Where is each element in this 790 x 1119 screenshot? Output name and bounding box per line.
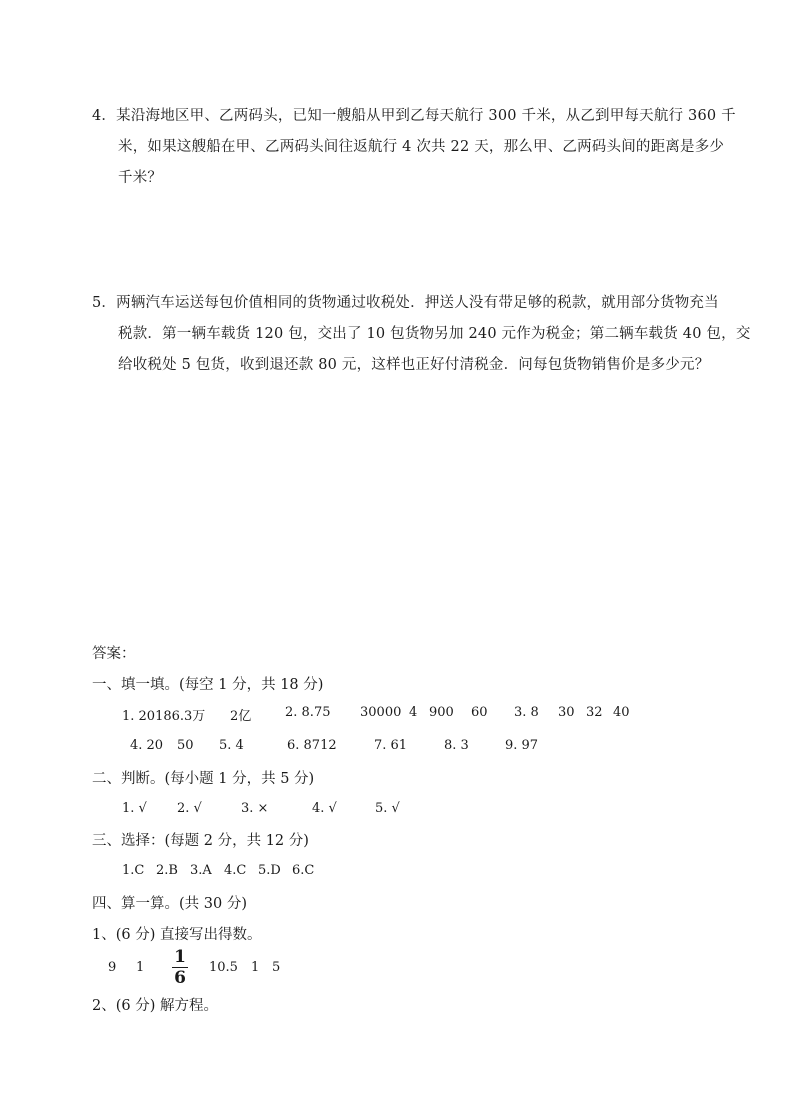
section3-heading: 三、选择：(每题 2 分，共 12 分) [92,833,309,849]
section1-heading: 一、填一填。(每空 1 分，共 18 分) [92,677,324,693]
answer-item: 8. 3 [444,738,469,753]
answer-item: 6.C [292,863,315,878]
answer-item: 1.C [122,863,145,878]
answer-item: 9 [108,960,117,975]
q4-line-1: 4．某沿海地区甲、乙两码头，已知一艘船从甲到乙每天航行 300 千米，从乙到甲每天航行 360 千 [92,108,736,124]
answer-item: 4 [409,705,418,720]
answer-item: 30 [558,705,575,720]
answer-item: 60 [471,705,488,720]
answer-item: 1. √ [122,801,147,816]
answer-item: 7. 61 [374,738,408,753]
answer-item: 6. 8712 [287,738,337,753]
answer-item: 5 [272,960,281,975]
answer-item: 3. × [241,801,269,816]
answer-item: 5. √ [375,801,400,816]
answer-item: 3.A [190,863,212,878]
answer-item: 900 [429,705,454,720]
answer-item: 1 [251,960,260,975]
answers-title: 答案： [92,646,136,662]
answer-item: 3. 8 [514,705,539,720]
answer-item: 2. 8.75 [285,705,331,720]
answer-item: 5.D [258,863,281,878]
fraction-numerator: 1 [174,947,186,967]
section4-part2-heading: 2、(6 分) 解方程。 [92,998,218,1014]
q5-line-2: 税款．第一辆车载货 120 包，交出了 10 包货物另加 240 元作为税金；第二辆车载货 40 包，交 [118,326,751,342]
section4-heading: 四、算一算。(共 30 分) [92,896,247,912]
answer-item: 2亿 [230,709,252,724]
answer-item: 30000 [360,705,402,720]
q4-line-2: 米，如果这艘船在甲、乙两码头间往返航行 4 次共 22 天，那么甲、乙两码头间的距离是多少 [118,139,725,155]
answer-item: 4. 20 [130,738,164,753]
answer-item: 40 [613,705,630,720]
answer-item: 2. √ [177,801,202,816]
answer-item: 1. 20186.3万 [122,709,206,724]
answer-item: 32 [586,705,603,720]
answer-item: 1 [136,960,145,975]
answer-item: 4. √ [312,801,337,816]
section4-part1-heading: 1、(6 分) 直接写出得数。 [92,927,262,943]
fraction-one-sixth [170,948,190,987]
answer-item: 9. 97 [505,738,539,753]
section2-heading: 二、判断。(每小题 1 分，共 5 分) [92,771,315,787]
answer-item: 2.B [156,863,178,878]
q5-line-1: 5．两辆汽车运送每包价值相同的货物通过收税处．押送人没有带足够的税款，就用部分货物充当 [92,295,719,311]
answer-item: 10.5 [209,960,238,975]
fraction-denominator: 6 [174,968,186,988]
answer-item: 5. 4 [219,738,244,753]
answer-item: 4.C [224,863,247,878]
q5-line-3: 给收税处 5 包货，收到退还款 80 元，这样也正好付清税金．问每包货物销售价是多少元？ [118,357,710,373]
answer-item: 50 [177,738,194,753]
q4-line-3: 千米？ [118,170,163,186]
